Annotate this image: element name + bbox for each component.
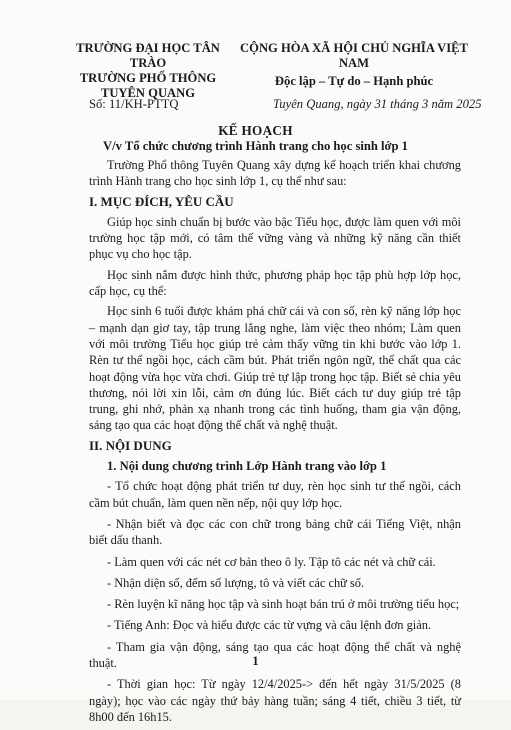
list-item: - Tổ chức hoạt động phát triển tư duy, rèn học sinh tư thế ngồi, cách cầm bút chuẩn, làm quen nền nếp, nội quy lớp học.: [89, 479, 461, 510]
list-item: - Tiếng Anh: Đọc và hiểu được các từ vựng và câu lệnh đơn giản.: [107, 618, 432, 633]
document-subtitle: V/v Tổ chức chương trình Hành trang cho học sinh lớp 1: [103, 139, 408, 153]
national-header: [238, 41, 470, 89]
document-title: KẾ HOẠCH: [218, 123, 293, 138]
intro-paragraph: Trường Phổ thông Tuyên Quang xây dựng kế hoạch triển khai chương trình Hành trang cho học sinh lớp 1, cụ thể như sau:: [89, 158, 461, 189]
org-line-3: TUYÊN QUANG: [100, 86, 196, 100]
section-2-subheading: 1. Nội dung chương trình Lớp Hành trang vào lớp 1: [107, 459, 387, 474]
document-body: [89, 157, 461, 730]
place-date: Tuyên Quang, ngày 31 tháng 3 năm 2025: [273, 97, 482, 111]
section-1-paragraph-2: Học sinh nắm được hình thức, phương pháp học tập phù hợp lớp học, cấp học, cụ thể:: [89, 267, 461, 299]
list-item: - Thời gian học: Từ ngày 12/4/2025-> đến hết ngày 31/5/2025 (8 ngày); học vào các ngày thứ bảy hàng tuần; sáng 4 tiết, chiều 3 tiết, từ 8h00 đến 16h15.: [89, 677, 461, 724]
section-2-heading: II. NỘI DUNG: [89, 437, 172, 453]
issuing-organization: [58, 41, 238, 101]
list-item: - Nhận diện số, đếm số lượng, tô và viết các chữ số.: [107, 575, 365, 590]
list-item: - Tham gia vận động, sáng tạo qua các hoạt động thể chất và nghệ thuật.: [89, 639, 461, 671]
org-line-1: TRƯỜNG ĐẠI HỌC TÂN TRÀO: [76, 41, 220, 70]
org-line-2: TRƯỜNG PHỔ THÔNG: [79, 71, 217, 85]
page-number: 1: [252, 654, 259, 668]
section-1-paragraph-3: Học sinh 6 tuổi được khám phá chữ cái và con số, rèn kỹ năng lớp học – mạnh dạn giơ tay, tập trung lắng nghe, làm việc theo nhóm; Làm quen với môi trường Tiểu học giúp trẻ cảm thấy vững tin khi bước vào lớp 1. Rèn tư thế ngồi học, cách cầm bút. Phát triển ngôn ngữ, thể chất qua các hoạt động vừa học vừa chơi. Giúp trẻ tự lập trong học tập. Biết sẻ chia yêu thương, nói lời xin lỗi, cảm ơn đúng lúc. Biết cách tư duy giúp trẻ tập trung, ghi nhớ, phản xạ nhanh trong các tình huống, tham gia vận động, sáng tạo qua các hoạt động thể chất và nghệ thuật.: [89, 304, 461, 433]
document-number: Số: 11/KH-PTTQ: [89, 97, 179, 111]
section-1-heading: I. MỤC ĐÍCH, YÊU CẦU: [89, 193, 234, 209]
nation-name: CỘNG HÒA XÃ HỘI CHỦ NGHĨA VIỆT NAM: [240, 41, 468, 70]
national-motto: Độc lập – Tự do – Hạnh phúc: [274, 74, 434, 88]
list-item: - Nhận biết và đọc các con chữ trong bảng chữ cái Tiếng Việt, nhận biết dấu thanh.: [89, 516, 461, 548]
section-1-paragraph-1: Giúp học sinh chuẩn bị bước vào bậc Tiểu học, được làm quen với môi trường học tập mới, có tâm thế vững vàng và những kỹ năng cần thiết phục vụ cho học tập.: [89, 214, 461, 262]
list-item: - Rèn luyện kĩ năng học tập và sinh hoạt bán trú ở môi trường tiểu học;: [107, 597, 460, 612]
list-item: - Làm quen với các nét cơ bản theo ô ly. Tập tô các nét và chữ cái.: [107, 554, 436, 569]
